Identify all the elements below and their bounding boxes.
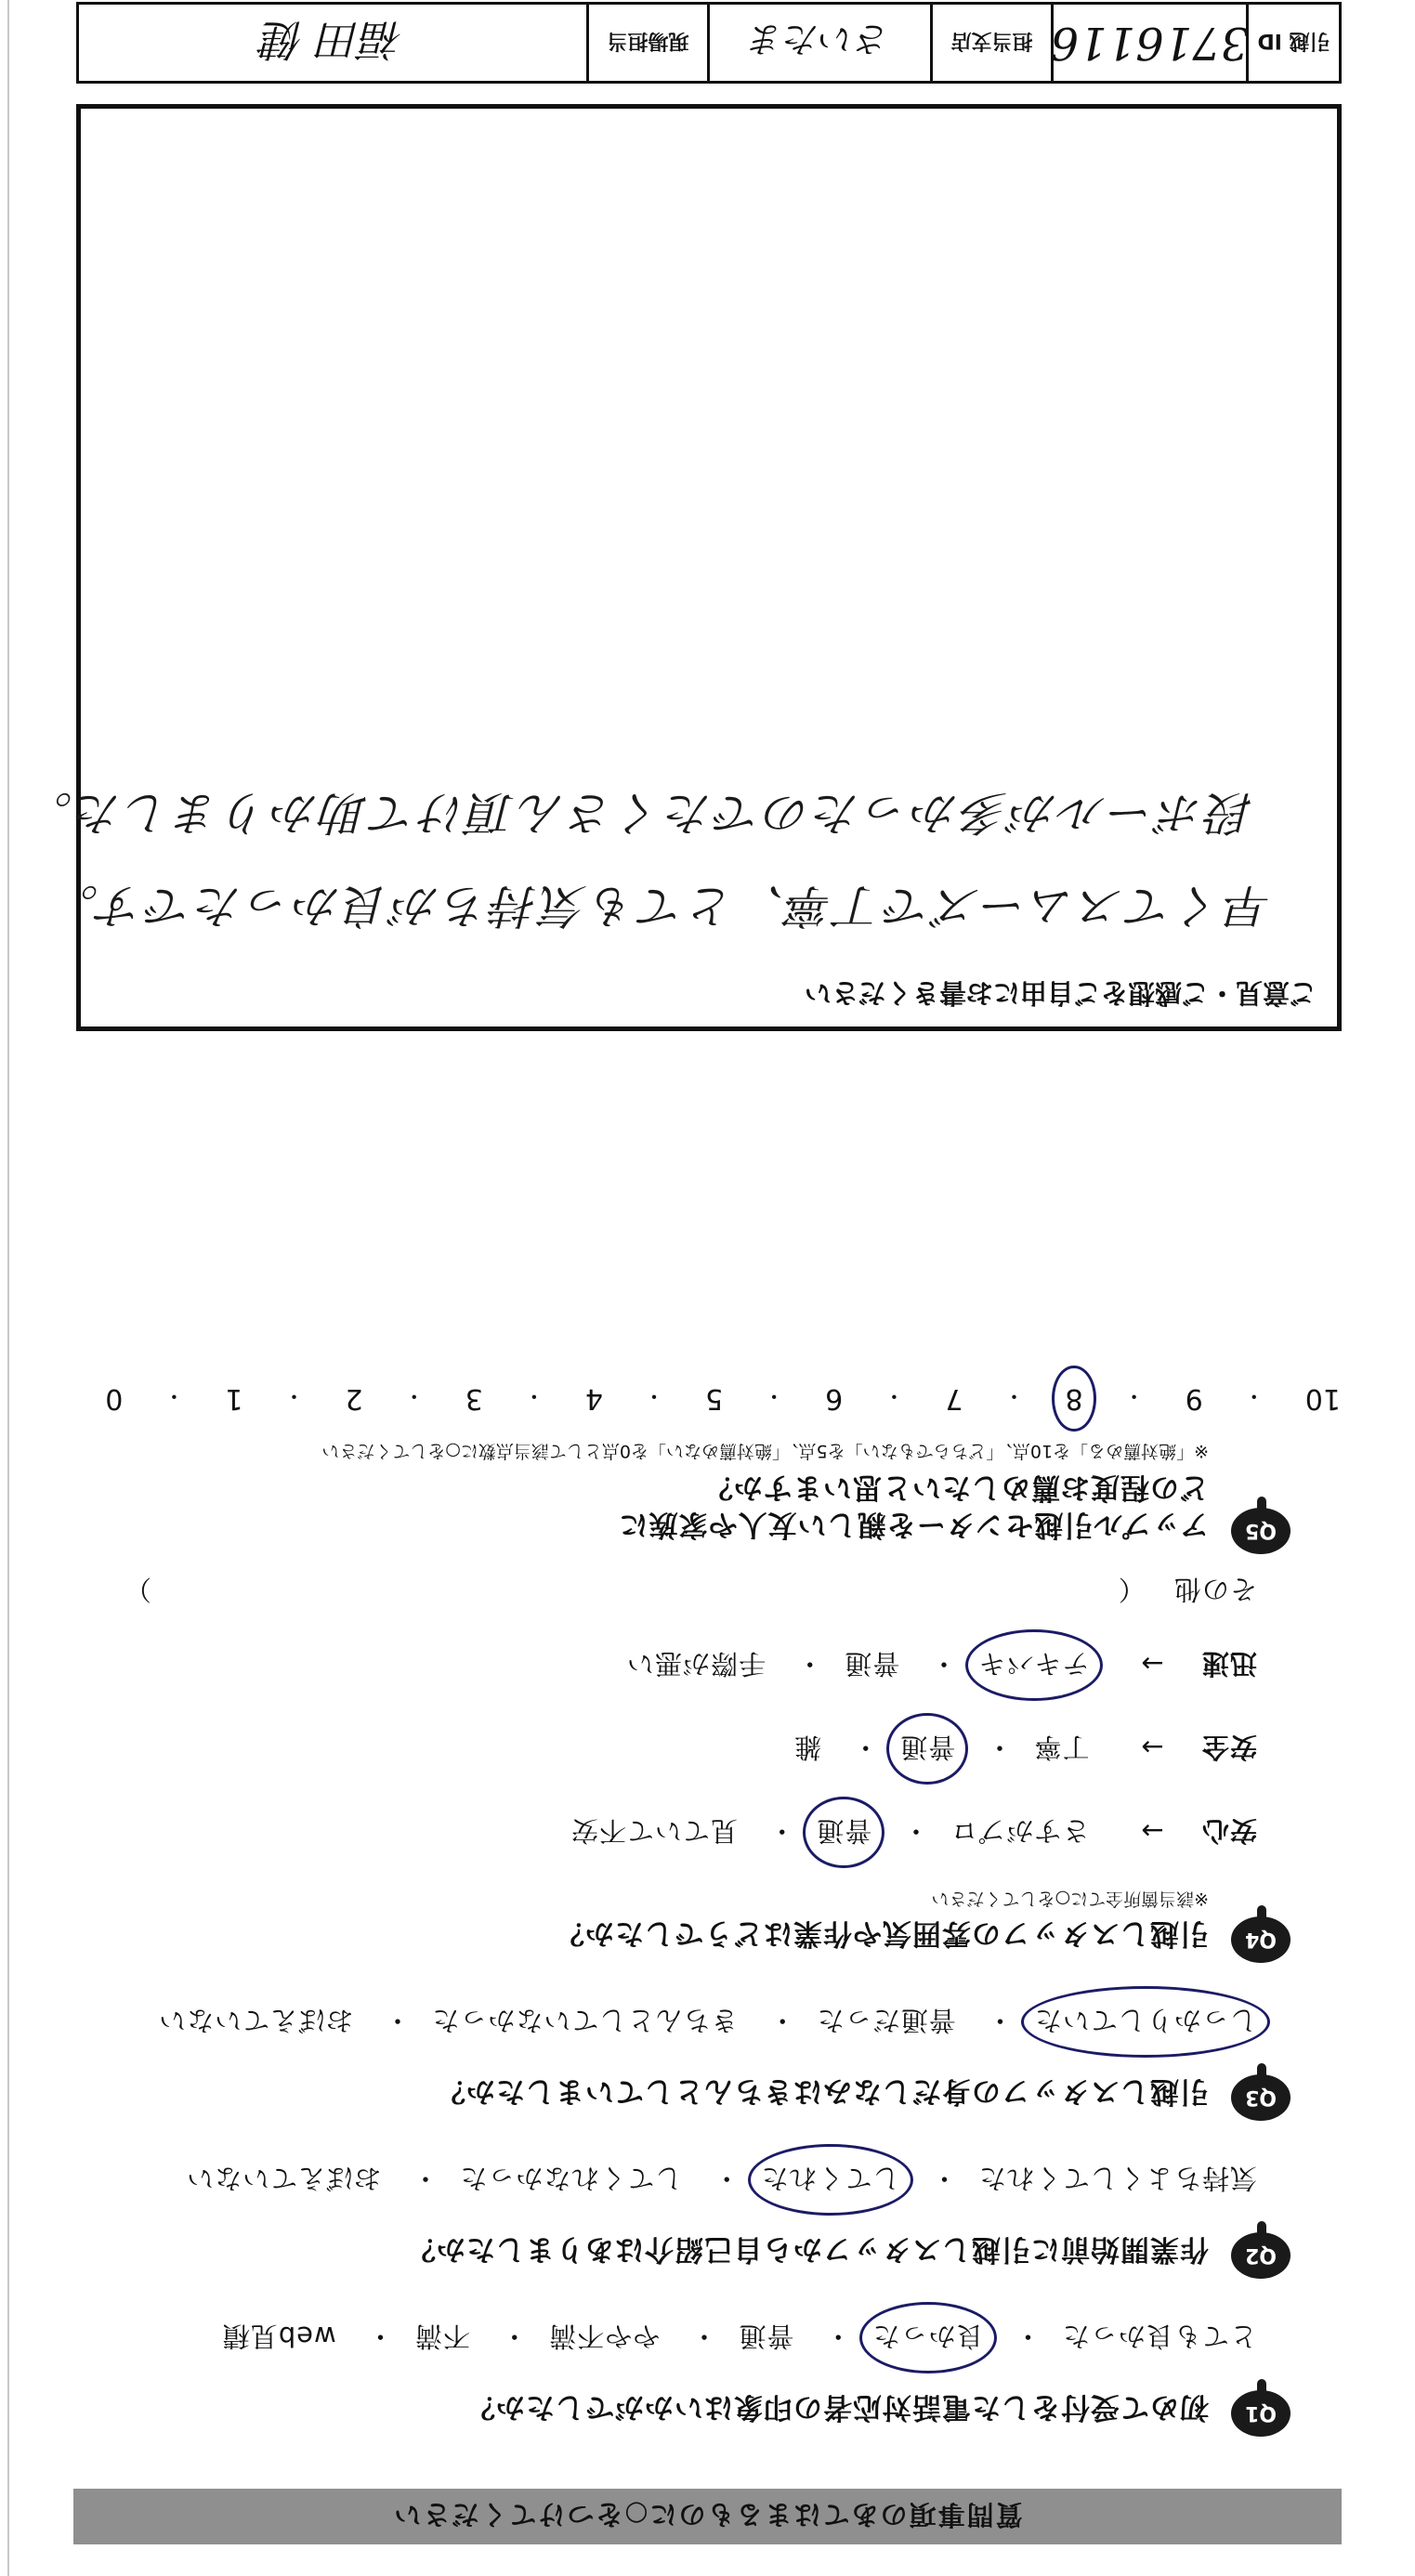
- instruction-text: 質問事項のあてはまるものに○をつけてください: [392, 2499, 1023, 2531]
- q5-score[interactable]: 6: [825, 1382, 844, 1416]
- q5-score[interactable]: 7: [945, 1382, 963, 1416]
- q3-option-selected[interactable]: しっかりしていた: [1034, 2003, 1257, 2041]
- q5-score-selected[interactable]: 8: [1065, 1382, 1083, 1416]
- question-3: [124, 1991, 1294, 2121]
- leader-value-cell: [79, 5, 586, 81]
- comment-box[interactable]: [23, 104, 1342, 1031]
- question-1: [124, 2307, 1294, 2437]
- q3-options: しっかりしていた・ 普通だった・ きちんとしていなかった・ おぼえていない: [158, 2003, 1257, 2041]
- q5-score[interactable]: 10: [1304, 1382, 1341, 1416]
- id-value: 3716116: [1050, 17, 1250, 69]
- branch-label-cell: 担当支店: [930, 5, 1051, 81]
- q4-option[interactable]: 普通: [844, 1648, 900, 1680]
- q5-text-line1: アップル引越センターを親しい友人や家族に: [618, 1508, 1209, 1541]
- q5-badge: Q5: [1227, 1504, 1294, 1554]
- q5-scale: 10 ・ 9 ・ 8 ・ 7 ・ 6 ・ 5 ・ 4 ・ 3 ・ 2 ・ 1 ・ 0: [105, 1382, 1341, 1416]
- q4-option[interactable]: 丁寧: [1033, 1732, 1090, 1763]
- branch-value-cell: [707, 5, 930, 81]
- q4-option-selected[interactable]: テキパキ: [978, 1646, 1090, 1684]
- q1-badge: Q1: [1227, 2386, 1294, 2437]
- handwritten-line-1: 早くてスムーズで丁寧、とても気持ちが良かったです。: [49, 879, 1272, 933]
- q2-options: 気持ちよくしてくれた・ してくれた・ してくれなかった・ おぼえていない: [186, 2161, 1257, 2199]
- q1-option[interactable]: とても良かった: [1061, 2321, 1257, 2352]
- q2-option[interactable]: してくれなかった: [459, 2163, 683, 2194]
- q1-text: 初めて受付をした電話対応者の印象はいかがでしたか？: [465, 2390, 1209, 2424]
- leader-label-cell: 現場担当: [586, 5, 707, 81]
- instruction-banner: [73, 2489, 1342, 2544]
- q1-option[interactable]: 不満: [413, 2321, 470, 2352]
- q4-text: 引越しスタッフの雰囲気や作業はどうでしたか？: [555, 1916, 1209, 1950]
- q1-option-selected[interactable]: 良かった: [872, 2319, 984, 2357]
- q5-score[interactable]: 9: [1185, 1382, 1203, 1416]
- q2-text: 作業開始前に引越しスタッフから自己紹介はありましたか？: [406, 2232, 1209, 2266]
- q3-option[interactable]: おぼえていない: [158, 2005, 354, 2036]
- q4-row-anzen: 安全 → 丁寧・ 普通・ 雑: [793, 1730, 1257, 1768]
- q5-score[interactable]: 0: [105, 1382, 124, 1416]
- q2-option-selected[interactable]: してくれた: [761, 2161, 900, 2199]
- q4-option[interactable]: 雑: [793, 1732, 822, 1763]
- q4-badge: Q4: [1227, 1913, 1294, 1963]
- comment-title: ご意見・ご感想をご自由にお書きください: [804, 977, 1317, 1009]
- id-value-cell: [1050, 5, 1250, 81]
- q2-option[interactable]: 気持ちよくしてくれた: [977, 2163, 1257, 2194]
- question-5: [124, 1424, 1294, 1554]
- q2-badge: Q2: [1227, 2229, 1294, 2279]
- q5-score[interactable]: 5: [705, 1382, 724, 1416]
- q5-text-line2: どの程度お薦めしたいと思いますか？: [703, 1471, 1209, 1504]
- q5-note: ※「絶対薦める」を10点、「どちらでもない」を5点、「絶対薦めない」を0点として該当点数に○をしてください: [321, 1441, 1209, 1461]
- q1-option[interactable]: やや不満: [548, 2321, 661, 2352]
- q1-options: とても良かった・ 良かった・ 普通・ やや不満・ 不満・ web見積: [222, 2319, 1257, 2357]
- q1-option[interactable]: 普通: [738, 2321, 794, 2352]
- q4-row-anshin: 安心 → さすがプロ・ 普通・ 見ていて不安: [570, 1813, 1257, 1851]
- q5-score[interactable]: 1: [225, 1382, 243, 1416]
- q3-badge: Q3: [1227, 2071, 1294, 2121]
- q4-option[interactable]: 手際が悪い: [626, 1648, 766, 1680]
- question-4: [124, 1573, 1294, 1963]
- q3-text: 引越しスタッフの身だしなみはきちんとしていましたか？: [436, 2074, 1209, 2108]
- id-bar: [76, 2, 1342, 84]
- q4-option-selected[interactable]: 普通: [816, 1813, 871, 1851]
- q5-score[interactable]: 3: [465, 1382, 483, 1416]
- q4-other: その他 （ ）: [124, 1574, 1257, 1605]
- handwritten-line-2: 段ボールが多かったのでたくさん頂けて助かりました。: [23, 786, 1253, 840]
- leader-value: 福田 健: [261, 15, 404, 65]
- q3-option[interactable]: 普通だった: [816, 2005, 956, 2036]
- branch-value: さいたま: [749, 19, 891, 60]
- q3-option[interactable]: きちんとしていなかった: [431, 2005, 739, 2036]
- question-2: [124, 2149, 1294, 2279]
- q1-option[interactable]: web見積: [221, 2321, 336, 2352]
- q5-score[interactable]: 2: [345, 1382, 363, 1416]
- q4-row-jinsoku: 迅速 → テキパキ・ 普通・ 手際が悪い: [626, 1646, 1257, 1684]
- q4-option[interactable]: さすがプロ: [950, 1815, 1090, 1847]
- q4-other-label: その他: [1173, 1574, 1257, 1605]
- q4-option[interactable]: 見ていて不安: [570, 1815, 739, 1847]
- q4-option-selected[interactable]: 普通: [899, 1730, 955, 1768]
- id-label-cell: 引越 ID: [1246, 5, 1339, 81]
- q4-note: ※該当箇所全てに○をしてください: [931, 1889, 1209, 1909]
- q5-score[interactable]: 4: [584, 1382, 603, 1416]
- q2-option[interactable]: おぼえていない: [186, 2163, 382, 2194]
